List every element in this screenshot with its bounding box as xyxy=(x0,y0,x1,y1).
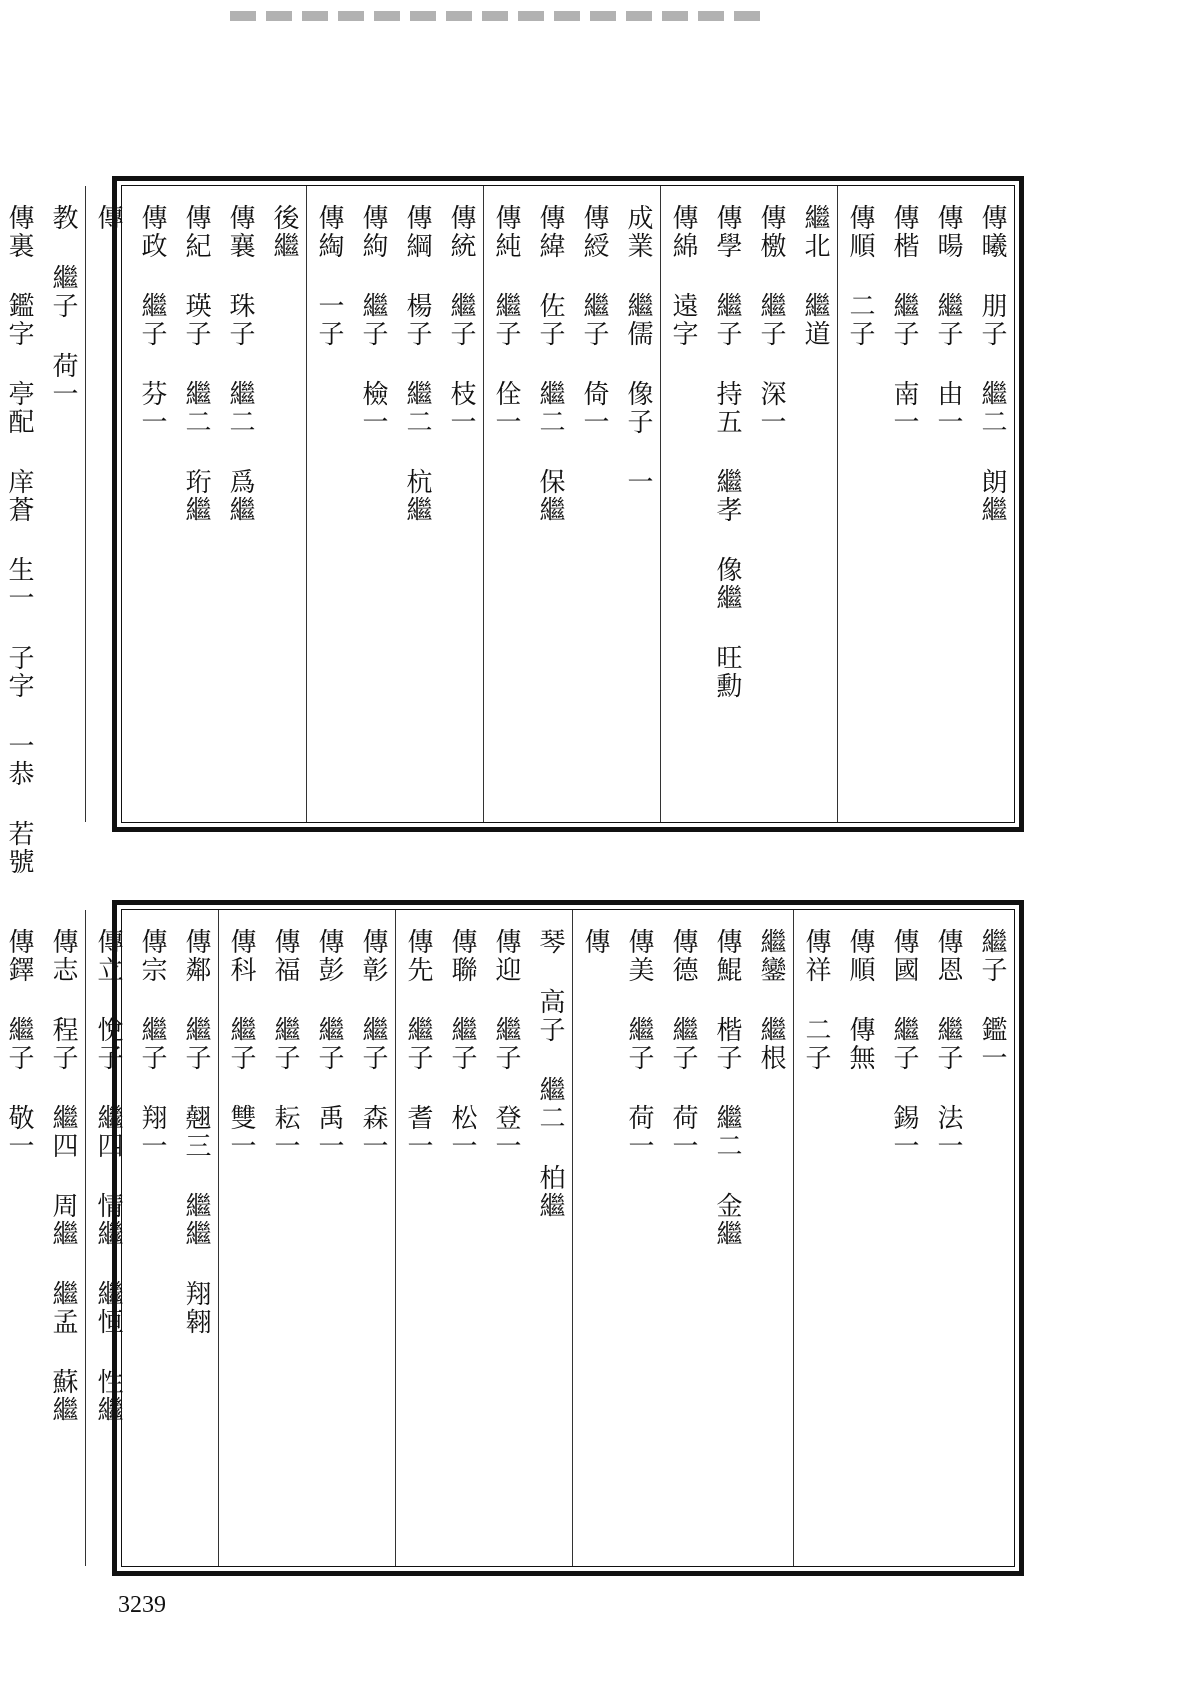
genealogy-entry: 傳德 繼子 荷一 xyxy=(668,928,698,1160)
genealogy-entry: 傳純 繼子 佺一 xyxy=(491,204,521,436)
top-column xyxy=(837,186,1014,822)
bottom-column xyxy=(793,910,1014,1566)
genealogy-entry: 琴 高子 繼二 柏繼 xyxy=(535,928,565,1220)
genealogy-entry: 傳綱 楊子 繼二 杭繼 xyxy=(402,204,432,524)
genealogy-entry: 傳美 繼子 荷一 xyxy=(624,928,654,1160)
bottom-column xyxy=(395,910,572,1566)
genealogy-entry: 傳迎 繼子 登一 xyxy=(491,928,521,1160)
genealogy-entry: 傳統 繼子 枝一 xyxy=(446,204,476,436)
genealogy-entry: 傳襄 珠子 繼二 爲繼 xyxy=(225,204,255,524)
bottom-column xyxy=(0,910,85,1566)
genealogy-entry: 後繼 xyxy=(269,204,299,260)
genealogy-entry: 傳鯤 楷子 繼二 金繼 xyxy=(712,928,742,1248)
top-edge-bleed-marks xyxy=(230,6,880,22)
genealogy-entry: 傳彰 繼子 森一 xyxy=(358,928,388,1160)
genealogy-entry: 傳彭 繼子 禹一 xyxy=(314,928,344,1160)
bottom-column xyxy=(85,910,218,1566)
top-columns-container xyxy=(4,185,1015,876)
genealogy-entry: 繼子 鑑一 xyxy=(977,928,1007,1072)
genealogy-entry: 傳聯 繼子 松一 xyxy=(447,928,477,1160)
genealogy-entry: 傳恩 繼子 法一 xyxy=(933,928,963,1160)
genealogy-entry: 傳順 傳無 xyxy=(845,928,875,1072)
genealogy-entry: 繼北 繼道 xyxy=(800,204,830,348)
genealogy-entry: 傳國 繼子 錫一 xyxy=(889,928,919,1160)
genealogy-entry: 傳綬 繼子 倚一 xyxy=(579,204,609,436)
genealogy-entry: 教 繼子 荷一 xyxy=(48,204,78,408)
genealogy-entry: 傳 xyxy=(580,928,610,956)
page-number: 3239 xyxy=(118,1592,166,1618)
top-column xyxy=(483,186,660,822)
bottom-column xyxy=(218,910,395,1566)
genealogy-entry: 傳暘 繼子 由一 xyxy=(933,204,963,436)
genealogy-entry: 傳曦 朋子 繼二 朗繼 xyxy=(977,204,1007,524)
top-column xyxy=(306,186,483,822)
genealogy-entry: 傳科 繼子 雙一 xyxy=(226,928,256,1160)
genealogy-entry: 傳 xyxy=(93,204,123,232)
bottom-column xyxy=(572,910,793,1566)
bottom-columns-container xyxy=(4,909,1015,1567)
genealogy-entry: 傳先 繼子 耆一 xyxy=(403,928,433,1160)
genealogy-entry: 傳鐸 繼子 敬一 xyxy=(4,928,34,1160)
bottom-genealogy-page xyxy=(4,900,1024,1576)
genealogy-entry: 傳絇 繼子 檢一 xyxy=(358,204,388,436)
genealogy-entry: 傳立 悅子 繼四 情繼 繼恒 性繼 xyxy=(93,928,123,1424)
genealogy-entry: 傳鄰 繼子 翹三 繼繼 翔翱 xyxy=(181,928,211,1336)
genealogy-entry: 傳學 繼子 持五 繼孝 像繼 旺勳 xyxy=(712,204,742,700)
genealogy-entry: 傳檄 繼子 深一 xyxy=(756,204,786,436)
genealogy-entry: 傳緯 佐子 繼二 保繼 xyxy=(535,204,565,524)
genealogy-entry: 傳綿 遠字 xyxy=(668,204,698,348)
genealogy-entry: 傳楷 繼子 南一 xyxy=(889,204,919,436)
genealogy-entry: 傳宗 繼子 翔一 xyxy=(137,928,167,1160)
genealogy-entry: 傳順 二子 xyxy=(845,204,875,348)
genealogy-entry: 傳志 程子 繼四 周繼 繼孟 蘇繼 xyxy=(48,928,78,1424)
genealogy-entry: 傳裏 鑑字 亭配 庠蒼 生一 子字 一恭 若號 xyxy=(4,204,34,876)
top-column xyxy=(85,186,306,822)
genealogy-entry: 傳紀 瑛子 繼二 珩繼 xyxy=(181,204,211,524)
genealogy-entry: 傳綯 一子 xyxy=(314,204,344,348)
genealogy-entry: 傳福 繼子 耘一 xyxy=(270,928,300,1160)
top-genealogy-page xyxy=(4,176,1024,876)
genealogy-entry: 傳祥 二子 xyxy=(801,928,831,1072)
top-column xyxy=(660,186,837,822)
top-column xyxy=(0,186,85,876)
genealogy-entry: 傳政 繼子 芬一 xyxy=(137,204,167,436)
genealogy-entry: 成業 繼儒 像子 一 xyxy=(623,204,653,496)
genealogy-entry: 繼鑾 繼根 xyxy=(756,928,786,1072)
